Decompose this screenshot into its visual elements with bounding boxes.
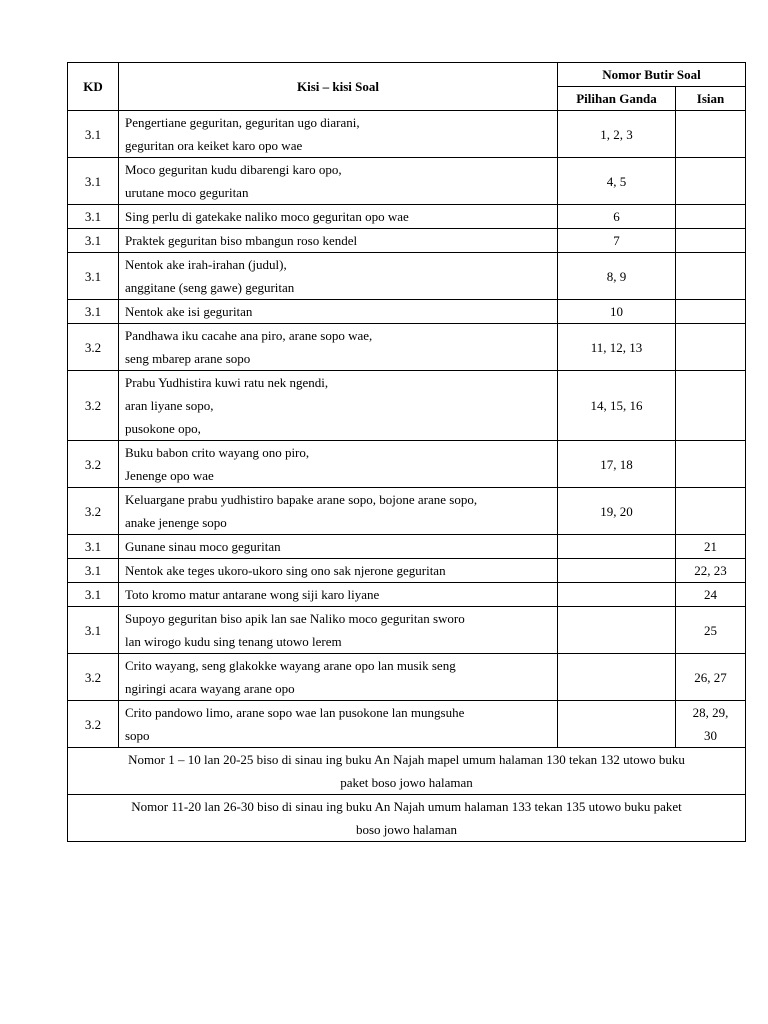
- cell-line: aran liyane sopo,: [125, 398, 214, 413]
- note-row: [68, 748, 746, 795]
- table-row: [68, 535, 746, 559]
- pilihan-ganda-cell: [558, 701, 676, 748]
- kisi-cell: [119, 229, 558, 253]
- isian-cell: 25: [676, 607, 746, 654]
- cell-line: Jenenge opo wae: [125, 468, 214, 483]
- kd-cell: 3.1: [68, 229, 119, 253]
- cell-line: paket boso jowo halaman: [340, 775, 473, 790]
- cell-line: Nentok ake teges ukoro-ukoro sing ono sak njerone geguritan: [125, 563, 446, 578]
- cell-line: urutane moco geguritan: [125, 185, 249, 200]
- kd-cell: 3.1: [68, 205, 119, 229]
- kisi-cell: [119, 158, 558, 205]
- cell-line: 28, 29,: [692, 705, 729, 720]
- kisi-cell: [119, 371, 558, 441]
- table-row: [68, 607, 746, 654]
- pilihan-ganda-cell: 14, 15, 16: [558, 371, 676, 441]
- isian-cell: 21: [676, 535, 746, 559]
- pilihan-ganda-cell: [558, 583, 676, 607]
- pilihan-ganda-cell: 4, 5: [558, 158, 676, 205]
- header-row-1: [68, 63, 746, 87]
- cell-line: geguritan ora keiket karo opo wae: [125, 138, 303, 153]
- pilihan-ganda-cell: 11, 12, 13: [558, 324, 676, 371]
- isian-cell: [676, 300, 746, 324]
- cell-line: lan wirogo kudu sing tenang utowo lerem: [125, 634, 342, 649]
- note-row: [68, 795, 746, 842]
- kd-cell: 3.1: [68, 559, 119, 583]
- kisi-cell: [119, 535, 558, 559]
- cell-line: Moco geguritan kudu dibarengi karo opo,: [125, 162, 342, 177]
- cell-line: Nentok ake irah-irahan (judul),: [125, 257, 287, 272]
- table-row: [68, 654, 746, 701]
- cell-line: ngiringi acara wayang arane opo: [125, 681, 295, 696]
- kisi-cell: [119, 253, 558, 300]
- kisi-cell: [119, 607, 558, 654]
- pilihan-ganda-cell: [558, 654, 676, 701]
- pilihan-ganda-cell: 8, 9: [558, 253, 676, 300]
- isian-cell: [676, 371, 746, 441]
- pilihan-ganda-cell: 6: [558, 205, 676, 229]
- table-row: [68, 583, 746, 607]
- table-row: [68, 371, 746, 441]
- cell-line: Keluargane prabu yudhistiro bapake arane sopo, bojone arane sopo,: [125, 492, 478, 507]
- kd-cell: 3.1: [68, 607, 119, 654]
- table-row: [68, 559, 746, 583]
- cell-line: Buku babon crito wayang ono piro,: [125, 445, 310, 460]
- table-header: [68, 63, 746, 111]
- isian-cell: 24: [676, 583, 746, 607]
- kisi-cell: [119, 488, 558, 535]
- cell-line: Nentok ake isi geguritan: [125, 304, 253, 319]
- table-row: [68, 111, 746, 158]
- isian-cell: [676, 158, 746, 205]
- kd-cell: 3.1: [68, 535, 119, 559]
- cell-line: anggitane (seng gawe) geguritan: [125, 280, 295, 295]
- kd-cell: 3.2: [68, 488, 119, 535]
- isian-cell: [676, 205, 746, 229]
- kd-cell: 3.2: [68, 441, 119, 488]
- table-row: [68, 253, 746, 300]
- table-row: [68, 300, 746, 324]
- cell-line: Supoyo geguritan biso apik lan sae Naliko moco geguritan sworo: [125, 611, 465, 626]
- isian-cell: [676, 488, 746, 535]
- cell-line: 30: [704, 728, 717, 743]
- note-cell: [68, 748, 746, 795]
- kd-cell: 3.2: [68, 701, 119, 748]
- isian-cell: [676, 253, 746, 300]
- isian-cell: 26, 27: [676, 654, 746, 701]
- isian-cell: 22, 23: [676, 559, 746, 583]
- pilihan-ganda-cell: 17, 18: [558, 441, 676, 488]
- cell-line: Pengertiane geguritan, geguritan ugo diarani,: [125, 115, 360, 130]
- kd-cell: 3.2: [68, 324, 119, 371]
- table-row: [68, 205, 746, 229]
- cell-line: Prabu Yudhistira kuwi ratu nek ngendi,: [125, 375, 329, 390]
- cell-line: Nomor 1 – 10 lan 20-25 biso di sinau ing buku An Najah mapel umum halaman 130 tekan 132 utowo buku: [128, 752, 685, 767]
- cell-line: Nomor 11-20 lan 26-30 biso di sinau ing buku An Najah umum halaman 133 tekan 135 utowo buku paket: [131, 799, 682, 814]
- cell-line: Praktek geguritan biso mbangun roso kendel: [125, 233, 358, 248]
- isian-cell: [676, 229, 746, 253]
- table-row: [68, 324, 746, 371]
- cell-line: Crito pandowo limo, arane sopo wae lan pusokone lan mungsuhe: [125, 705, 465, 720]
- kd-cell: 3.2: [68, 371, 119, 441]
- table-body: [68, 111, 746, 842]
- kisi-cell: [119, 583, 558, 607]
- pilihan-ganda-cell: [558, 559, 676, 583]
- kisi-cell: [119, 654, 558, 701]
- cell-line: sopo: [125, 728, 150, 743]
- header-kd: KD: [68, 63, 119, 111]
- pilihan-ganda-cell: 19, 20: [558, 488, 676, 535]
- pilihan-ganda-cell: [558, 535, 676, 559]
- kd-cell: 3.1: [68, 583, 119, 607]
- pilihan-ganda-cell: 7: [558, 229, 676, 253]
- isian-cell: [676, 324, 746, 371]
- table-row: [68, 229, 746, 253]
- kd-cell: 3.1: [68, 253, 119, 300]
- kisi-cell: [119, 300, 558, 324]
- kisi-kisi-table: [67, 62, 746, 842]
- cell-line: Sing perlu di gatekake naliko moco geguritan opo wae: [125, 209, 409, 224]
- kisi-cell: [119, 205, 558, 229]
- isian-cell: [676, 701, 746, 748]
- kd-cell: 3.1: [68, 111, 119, 158]
- cell-line: anake jenenge sopo: [125, 515, 227, 530]
- note-cell: [68, 795, 746, 842]
- cell-line: Toto kromo matur antarane wong siji karo liyane: [125, 587, 380, 602]
- isian-cell: [676, 111, 746, 158]
- kisi-cell: [119, 559, 558, 583]
- cell-line: Gunane sinau moco geguritan: [125, 539, 281, 554]
- cell-line: Pandhawa iku cacahe ana piro, arane sopo wae,: [125, 328, 373, 343]
- pilihan-ganda-cell: 10: [558, 300, 676, 324]
- kisi-cell: [119, 441, 558, 488]
- table-row: [68, 488, 746, 535]
- kisi-cell: [119, 111, 558, 158]
- kd-cell: 3.2: [68, 654, 119, 701]
- cell-line: boso jowo halaman: [355, 822, 458, 837]
- table-row: [68, 701, 746, 748]
- isian-cell: [676, 441, 746, 488]
- cell-line: seng mbarep arane sopo: [125, 351, 251, 366]
- header-isian: Isian: [676, 87, 746, 111]
- kisi-cell: [119, 324, 558, 371]
- pilihan-ganda-cell: 1, 2, 3: [558, 111, 676, 158]
- pilihan-ganda-cell: [558, 607, 676, 654]
- kd-cell: 3.1: [68, 300, 119, 324]
- cell-line: pusokone opo,: [125, 421, 201, 436]
- header-pilihan-ganda: Pilihan Ganda: [558, 87, 676, 111]
- table-row: [68, 158, 746, 205]
- kisi-cell: [119, 701, 558, 748]
- table-row: [68, 441, 746, 488]
- cell-line: Crito wayang, seng glakokke wayang arane opo lan musik seng: [125, 658, 456, 673]
- header-kisi: Kisi – kisi Soal: [119, 63, 558, 111]
- header-nomor-butir-soal: Nomor Butir Soal: [558, 63, 746, 87]
- kd-cell: 3.1: [68, 158, 119, 205]
